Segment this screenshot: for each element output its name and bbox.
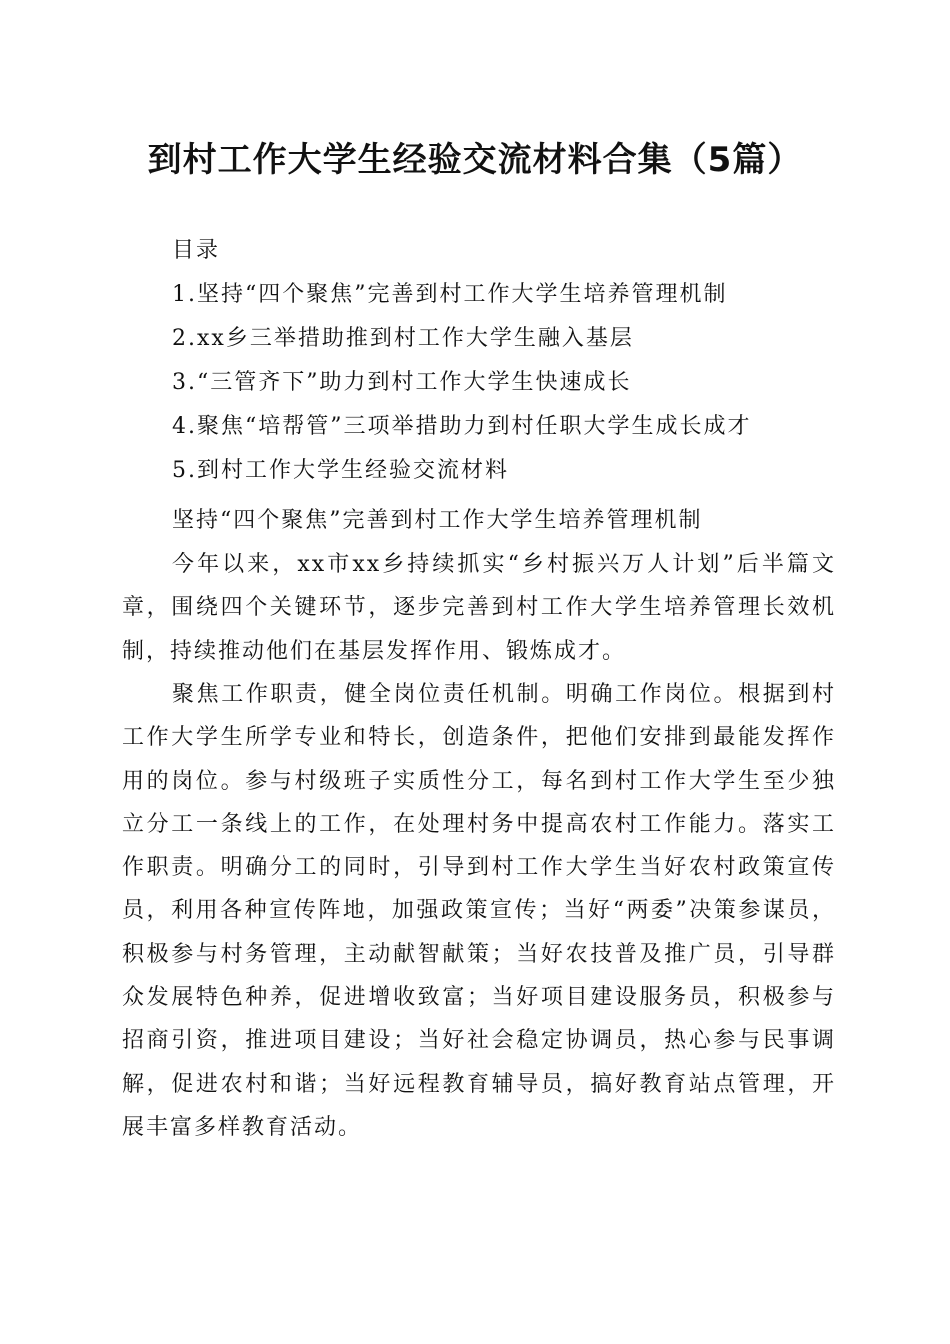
toc-item-text: xx乡三举措助推到村工作大学生融入基层 — [197, 326, 634, 351]
toc-item — [172, 361, 872, 405]
toc-item-text: 坚持“四个聚焦”完善到村工作大学生培养管理机制 — [197, 282, 728, 307]
toc-item-number: 5. — [172, 458, 197, 483]
toc-item-text: 到村工作大学生经验交流材料 — [197, 458, 510, 483]
toc-heading: 目录 — [172, 238, 221, 263]
toc-item — [172, 449, 872, 493]
toc-item-number: 1. — [172, 282, 197, 307]
toc-item-number: 3. — [172, 370, 197, 395]
body-paragraph: 今年以来，xx市xx乡持续抓实“乡村振兴万人计划”后半篇文章，围绕四个关键环节，逐步完善到村工作大学生培养管理长效机制，持续推动他们在基层发挥作用、锻炼成才。 — [122, 552, 836, 664]
document-title: 到村工作大学生经验交流材料合集（5篇） — [147, 140, 803, 180]
section-heading: 坚持“四个聚焦”完善到村工作大学生培养管理机制 — [172, 508, 703, 533]
toc-item — [172, 317, 872, 361]
toc-item — [172, 273, 872, 317]
toc-item — [172, 405, 872, 449]
toc-item-text: “三管齐下”助力到村工作大学生快速成长 — [197, 370, 632, 395]
toc-item-number: 4. — [172, 414, 197, 439]
body-paragraph: 聚焦工作职责，健全岗位责任机制。明确工作岗位。根据到村工作大学生所学专业和特长，创造条件，把他们安排到最能发挥作用的岗位。参与村级班子实质性分工，每名到村工作大学生至少独立分工一条线上的工作，在处理村务中提高农村工作能力。落实工作职责。明确分工的同时，引导到村工作大学生当好农村政策宣传员，利用各种宣传阵地，加强政策宣传；当好“两委”决策参谋员，积极参与村务管理，主动献智献策；当好农技普及推广员，引导群众发展特色种养，促进增收致富；当好项目建设服务员，积极参与招商引资，推进项目建设；当好社会稳定协调员，热心参与民事调解，促进农村和谐；当好远程教育辅导员，搞好教育站点管理，开展丰富多样教育活动。 — [122, 682, 836, 1140]
toc-item-text: 聚焦“培帮管”三项举措助力到村任职大学生成长成才 — [197, 414, 752, 439]
toc-item-number: 2. — [172, 326, 197, 351]
table-of-contents — [172, 229, 872, 493]
